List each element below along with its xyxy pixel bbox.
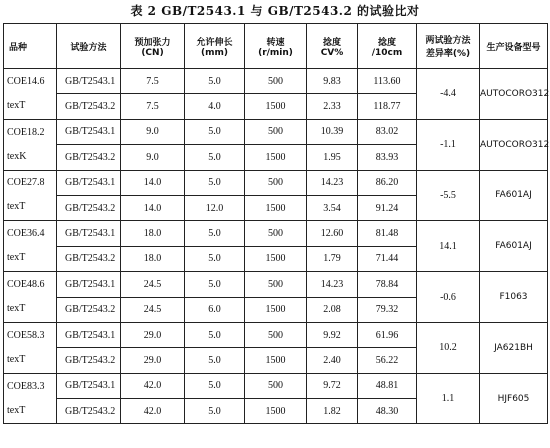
header-twist-label: 捻度 xyxy=(377,37,396,48)
pretension-cell: 24.5 xyxy=(121,272,185,297)
cv-cell: 9.83 xyxy=(307,69,358,94)
header-model: 生产设备型号 xyxy=(480,24,548,69)
speed-cell: 1500 xyxy=(245,297,307,322)
header-twist-unit: /10cm xyxy=(371,47,403,58)
twist-cell: 61.96 xyxy=(358,322,417,347)
variety-unit: texT xyxy=(7,353,26,365)
header-diff xyxy=(417,24,480,69)
method-cell: GB/T2543.2 xyxy=(57,94,121,119)
method-cell: GB/T2543.2 xyxy=(57,399,121,424)
pretension-cell: 9.0 xyxy=(121,145,185,170)
variety-cell xyxy=(4,221,57,272)
header-method: 试验方法 xyxy=(57,24,121,69)
variety-code: COE27.8 xyxy=(7,177,45,189)
method-cell: GB/T2543.2 xyxy=(57,246,121,271)
method-cell: GB/T2543.2 xyxy=(57,145,121,170)
header-cv xyxy=(307,24,358,69)
header-pretension-unit: (CN) xyxy=(141,47,164,58)
method-cell: GB/T2543.1 xyxy=(57,170,121,195)
variety-code: COE14.6 xyxy=(7,75,45,87)
header-cv-unit: CV% xyxy=(320,47,344,58)
table-row xyxy=(4,322,548,347)
elongation-cell: 5.0 xyxy=(185,272,245,297)
speed-cell: 1500 xyxy=(245,195,307,220)
elongation-cell: 5.0 xyxy=(185,246,245,271)
cv-cell: 10.39 xyxy=(307,119,358,144)
variety-unit: texT xyxy=(7,252,26,264)
diff-rate-cell: 10.2 xyxy=(417,322,480,373)
pretension-cell: 42.0 xyxy=(121,373,185,398)
speed-cell: 1500 xyxy=(245,399,307,424)
elongation-cell: 5.0 xyxy=(185,221,245,246)
model-cell: AUTOCORO312 xyxy=(480,119,548,170)
cv-cell: 12.60 xyxy=(307,221,358,246)
header-elongation xyxy=(185,24,245,69)
table-header xyxy=(4,24,548,69)
comparison-table xyxy=(3,23,548,424)
cv-cell: 9.72 xyxy=(307,373,358,398)
table-row xyxy=(4,170,548,195)
table-row xyxy=(4,272,548,297)
diff-rate-cell: -0.6 xyxy=(417,272,480,323)
twist-cell: 71.44 xyxy=(358,246,417,271)
elongation-cell: 5.0 xyxy=(185,119,245,144)
speed-cell: 500 xyxy=(245,170,307,195)
elongation-cell: 5.0 xyxy=(185,322,245,347)
table-row xyxy=(4,69,548,94)
header-diff-label: 两试验方法 xyxy=(425,36,471,46)
pretension-cell: 7.5 xyxy=(121,94,185,119)
method-cell: GB/T2543.1 xyxy=(57,272,121,297)
variety-code: COE36.4 xyxy=(7,228,45,240)
header-speed-label: 转速 xyxy=(266,37,285,48)
header-twist xyxy=(358,24,417,69)
cv-cell: 2.40 xyxy=(307,348,358,373)
variety-unit: texT xyxy=(7,201,26,213)
method-cell: GB/T2543.1 xyxy=(57,119,121,144)
table-body xyxy=(4,69,548,424)
twist-cell: 113.60 xyxy=(358,69,417,94)
speed-cell: 500 xyxy=(245,119,307,144)
speed-cell: 500 xyxy=(245,69,307,94)
pretension-cell: 18.0 xyxy=(121,221,185,246)
cv-cell: 1.95 xyxy=(307,145,358,170)
method-cell: GB/T2543.1 xyxy=(57,69,121,94)
cv-cell: 3.54 xyxy=(307,195,358,220)
speed-cell: 1500 xyxy=(245,348,307,373)
speed-cell: 500 xyxy=(245,373,307,398)
diff-rate-cell: 14.1 xyxy=(417,221,480,272)
elongation-cell: 6.0 xyxy=(185,297,245,322)
diff-rate-cell: -1.1 xyxy=(417,119,480,170)
model-cell: JA621BH xyxy=(480,322,548,373)
method-cell: GB/T2543.1 xyxy=(57,373,121,398)
elongation-cell: 5.0 xyxy=(185,348,245,373)
method-cell: GB/T2543.2 xyxy=(57,348,121,373)
twist-cell: 79.32 xyxy=(358,297,417,322)
model-cell: FA601AJ xyxy=(480,221,548,272)
header-row xyxy=(4,24,548,69)
elongation-cell: 12.0 xyxy=(185,195,245,220)
cv-cell: 2.08 xyxy=(307,297,358,322)
header-speed xyxy=(245,24,307,69)
diff-rate-cell: 1.1 xyxy=(417,373,480,424)
model-cell: AUTOCORO312 xyxy=(480,69,548,120)
cv-cell: 14.23 xyxy=(307,272,358,297)
variety-code: COE83.3 xyxy=(7,380,45,392)
elongation-cell: 5.0 xyxy=(185,145,245,170)
table-row xyxy=(4,373,548,398)
elongation-cell: 5.0 xyxy=(185,170,245,195)
variety-cell xyxy=(4,170,57,221)
speed-cell: 1500 xyxy=(245,94,307,119)
variety-unit: texT xyxy=(7,99,26,111)
pretension-cell: 29.0 xyxy=(121,348,185,373)
header-elongation-label: 允许伸长 xyxy=(196,37,233,48)
variety-unit: texT xyxy=(7,404,26,416)
pretension-cell: 14.0 xyxy=(121,195,185,220)
table-title: 表 2 GB/T2543.1 与 GB/T2543.2 的试验比对 xyxy=(130,4,420,18)
speed-cell: 500 xyxy=(245,272,307,297)
header-pretension xyxy=(121,24,185,69)
speed-cell: 1500 xyxy=(245,145,307,170)
pretension-cell: 42.0 xyxy=(121,399,185,424)
twist-cell: 48.81 xyxy=(358,373,417,398)
method-cell: GB/T2543.2 xyxy=(57,297,121,322)
elongation-cell: 4.0 xyxy=(185,94,245,119)
pretension-cell: 9.0 xyxy=(121,119,185,144)
elongation-cell: 5.0 xyxy=(185,373,245,398)
method-cell: GB/T2543.1 xyxy=(57,221,121,246)
twist-cell: 48.30 xyxy=(358,399,417,424)
twist-cell: 56.22 xyxy=(358,348,417,373)
variety-cell xyxy=(4,69,57,120)
cv-cell: 14.23 xyxy=(307,170,358,195)
variety-code: COE48.6 xyxy=(7,279,45,291)
header-cv-label: 捻度 xyxy=(322,37,341,48)
header-variety: 品种 xyxy=(4,24,57,69)
variety-code: COE58.3 xyxy=(7,329,45,341)
model-cell: HJF605 xyxy=(480,373,548,424)
elongation-cell: 5.0 xyxy=(185,69,245,94)
header-pretension-label: 预加张力 xyxy=(134,37,171,48)
header-diff-unit: 差异率(%) xyxy=(425,49,471,59)
diff-rate-cell: -5.5 xyxy=(417,170,480,221)
variety-cell xyxy=(4,322,57,373)
cv-cell: 1.79 xyxy=(307,246,358,271)
variety-cell xyxy=(4,272,57,323)
speed-cell: 1500 xyxy=(245,246,307,271)
pretension-cell: 7.5 xyxy=(121,69,185,94)
twist-cell: 78.84 xyxy=(358,272,417,297)
twist-cell: 118.77 xyxy=(358,94,417,119)
method-cell: GB/T2543.2 xyxy=(57,195,121,220)
variety-cell xyxy=(4,373,57,424)
twist-cell: 86.20 xyxy=(358,170,417,195)
variety-unit: texT xyxy=(7,303,26,315)
variety-cell xyxy=(4,119,57,170)
speed-cell: 500 xyxy=(245,221,307,246)
header-speed-unit: (r/min) xyxy=(258,47,293,58)
elongation-cell: 5.0 xyxy=(185,399,245,424)
pretension-cell: 24.5 xyxy=(121,297,185,322)
pretension-cell: 29.0 xyxy=(121,322,185,347)
speed-cell: 500 xyxy=(245,322,307,347)
header-elongation-unit: (mm) xyxy=(201,47,228,58)
cv-cell: 9.92 xyxy=(307,322,358,347)
diff-rate-cell: -4.4 xyxy=(417,69,480,120)
model-cell: FA601AJ xyxy=(480,170,548,221)
twist-cell: 83.02 xyxy=(358,119,417,144)
pretension-cell: 18.0 xyxy=(121,246,185,271)
cv-cell: 1.82 xyxy=(307,399,358,424)
cv-cell: 2.33 xyxy=(307,94,358,119)
twist-cell: 91.24 xyxy=(358,195,417,220)
method-cell: GB/T2543.1 xyxy=(57,322,121,347)
twist-cell: 83.93 xyxy=(358,145,417,170)
table-row xyxy=(4,119,548,144)
table-row xyxy=(4,221,548,246)
twist-cell: 81.48 xyxy=(358,221,417,246)
variety-code: COE18.2 xyxy=(7,126,45,138)
pretension-cell: 14.0 xyxy=(121,170,185,195)
variety-unit: texK xyxy=(7,150,27,162)
model-cell: F1063 xyxy=(480,272,548,323)
